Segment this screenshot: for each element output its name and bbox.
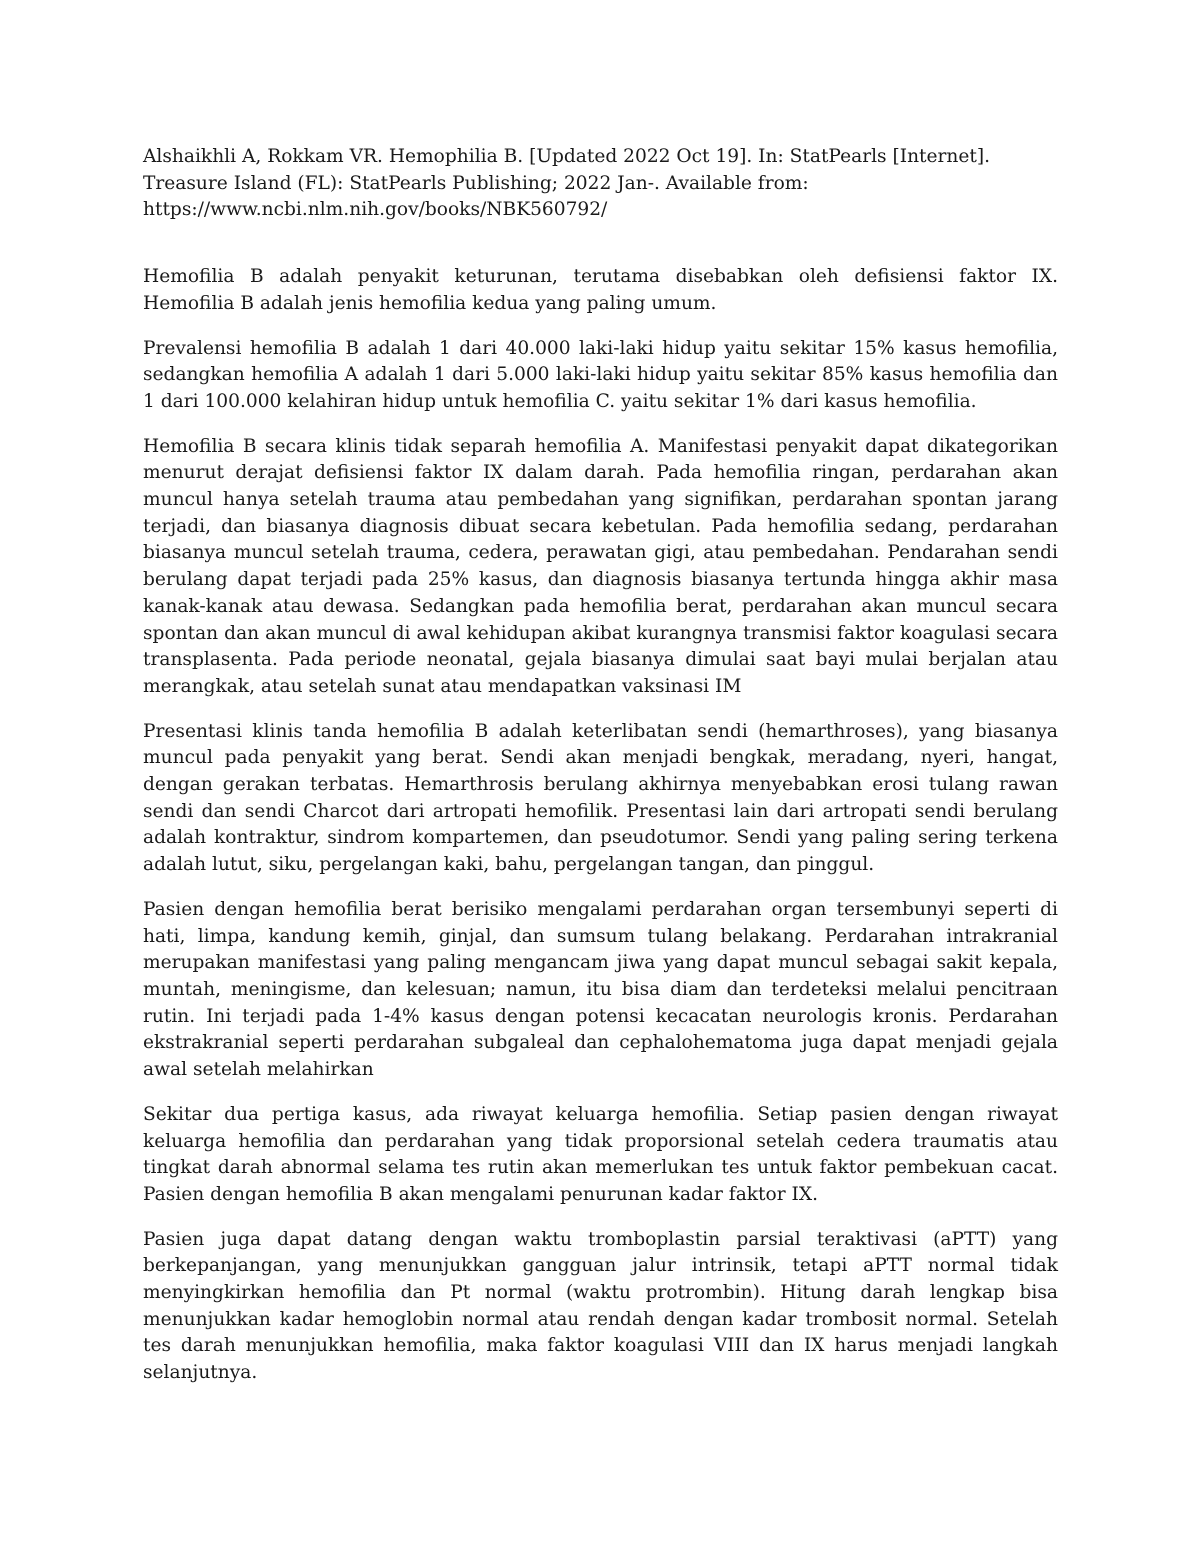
citation-url: https://www.ncbi.nlm.nih.gov/books/NBK560792/ <box>143 199 608 221</box>
paragraph-6: Sekitar dua pertiga kasus, ada riwayat keluarga hemofilia. Setiap pasien dengan riwayat keluarga hemofilia dan perdarahan yang tidak proporsional setelah cedera traumatis atau tingkat darah abnormal selama tes rutin akan memerlukan tes untuk faktor pembekuan cacat. Pasien dengan hemofilia B akan mengalami penurunan kadar faktor IX. <box>143 1103 1058 1205</box>
paragraph-7: Pasien juga dapat datang dengan waktu tromboplastin parsial teraktivasi (aPTT) yang berkepanjangan, yang menunjukkan gangguan jalur intrinsik, tetapi aPTT normal tidak menyingkirkan hemofilia dan Pt normal (waktu protrombin). Hitung darah lengkap bisa menunjukkan kadar hemoglobin normal atau rendah dengan kadar trombosit normal. Setelah tes darah menunjukkan hemofilia, maka faktor koagulasi VIII dan IX harus menjadi langkah selanjutnya. <box>143 1228 1058 1384</box>
paragraph-3: Hemofilia B secara klinis tidak separah hemofilia A. Manifestasi penyakit dapat dikategorikan menurut derajat defisiensi faktor IX dalam darah. Pada hemofilia ringan, perdarahan akan muncul hanya setelah trauma atau pembedahan yang signifikan, perdarahan spontan jarang terjadi, dan biasanya diagnosis dibuat secara kebetulan. Pada hemofilia sedang, perdarahan biasanya muncul setelah trauma, cedera, perawatan gigi, atau pembedahan. Pendarahan sendi berulang dapat terjadi pada 25% kasus, dan diagnosis biasanya tertunda hingga akhir masa kanak-kanak atau dewasa. Sedangkan pada hemofilia berat, perdarahan akan muncul secara spontan dan akan muncul di awal kehidupan akibat kurangnya transmisi faktor koagulasi secara transplasenta. Pada periode neonatal, gejala biasanya dimulai saat bayi mulai berjalan atau merangkak, atau setelah sunat atau mendapatkan vaksinasi IM <box>143 435 1058 697</box>
paragraph-2: Prevalensi hemofilia B adalah 1 dari 40.000 laki-laki hidup yaitu sekitar 15% kasus hemofilia, sedangkan hemofilia A adalah 1 dari 5.000 laki-laki hidup yaitu sekitar 85% kasus hemofilia dan 1 dari 100.000 kelahiran hidup untuk hemofilia C. yaitu sekitar 1% dari kasus hemofilia. <box>143 337 1058 412</box>
citation <box>143 144 1058 224</box>
paragraph-5: Pasien dengan hemofilia berat berisiko mengalami perdarahan organ tersembunyi seperti di hati, limpa, kandung kemih, ginjal, dan sumsum tulang belakang. Perdarahan intrakranial merupakan manifestasi yang paling mengancam jiwa yang dapat muncul sebagai sakit kepala, muntah, meningisme, dan kelesuan; namun, itu bisa diam dan terdeteksi melalui pencitraan rutin. Ini terjadi pada 1-4% kasus dengan potensi kecacatan neurologis kronis. Perdarahan ekstrakranial seperti perdarahan subgaleal dan cephalohematoma juga dapat menjadi gejala awal setelah melahirkan <box>143 898 1058 1081</box>
paragraph-4: Presentasi klinis tanda hemofilia B adalah keterlibatan sendi (hemarthroses), yang biasanya muncul pada penyakit yang berat. Sendi akan menjadi bengkak, meradang, nyeri, hangat, dengan gerakan terbatas. Hemarthrosis berulang akhirnya menyebabkan erosi tulang rawan sendi dan sendi Charcot dari artropati hemofilik. Presentasi lain dari artropati sendi berulang adalah kontraktur, sindrom kompartemen, dan pseudotumor. Sendi yang paling sering terkena adalah lutut, siku, pergelangan kaki, bahu, pergelangan tangan, dan pinggul. <box>143 720 1058 876</box>
citation-line-2: Treasure Island (FL): StatPearls Publishing; 2022 Jan-. Available from: <box>143 172 809 194</box>
citation-line-1: Alshaikhli A, Rokkam VR. Hemophilia B. [Updated 2022 Oct 19]. In: StatPearls [Internet]. <box>143 146 991 167</box>
paragraph-1: Hemofilia B adalah penyakit keturunan, terutama disebabkan oleh defisiensi faktor IX. Hemofilia B adalah jenis hemofilia kedua yang paling umum. <box>143 266 1058 314</box>
document-body <box>143 144 1058 1405</box>
